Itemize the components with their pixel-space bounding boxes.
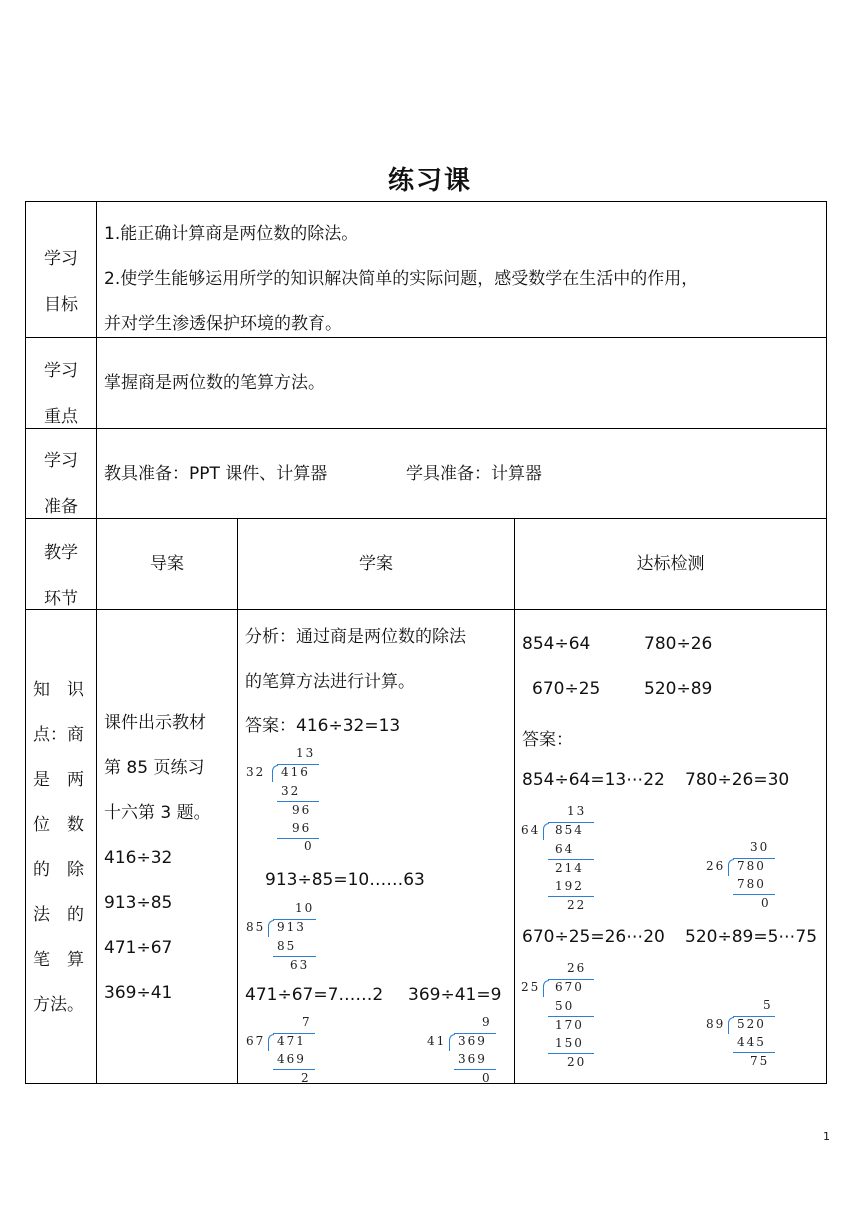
division-rule	[548, 896, 594, 897]
divisor: 25	[521, 980, 541, 994]
focus-content: 掌握商是两位数的笔算方法。	[104, 373, 325, 393]
guide-header: 导案	[150, 554, 184, 574]
dividend: 416	[281, 765, 310, 779]
check-problem-2a: 670÷25	[532, 679, 601, 699]
remainder: 0	[304, 839, 314, 853]
check-answer-3: 670÷25=26⋯20	[522, 927, 665, 947]
remainder: 75	[750, 1054, 770, 1068]
goal-line-2: 2.使学生能够运用所学的知识解决简单的实际问题，感受数学在生活中的作用，	[104, 269, 699, 289]
study-answer-3a: 471÷67=7……2	[245, 985, 384, 1005]
section-label	[33, 668, 93, 1028]
divisor: 67	[246, 1034, 266, 1048]
division-bracket	[543, 823, 549, 840]
step-1: 85	[277, 939, 297, 953]
study-analysis-2: 的笔算方法进行计算。	[245, 672, 415, 692]
prep-label-1: 学习	[44, 451, 78, 471]
step-1: 64	[555, 842, 575, 856]
goals-label	[26, 236, 96, 328]
guide-line: 913÷85	[104, 893, 173, 913]
page-number: 1	[823, 1130, 830, 1143]
focus-label-2: 重点	[44, 407, 78, 427]
dividend: 780	[737, 859, 766, 873]
quotient: 13	[567, 804, 587, 818]
quotient: 5	[763, 998, 773, 1012]
focus-label	[26, 348, 96, 440]
dividend: 670	[555, 980, 584, 994]
dividend: 913	[277, 920, 306, 934]
step-1: 445	[737, 1035, 766, 1049]
quotient: 30	[750, 840, 770, 854]
divisor: 89	[706, 1017, 726, 1031]
division-rule	[273, 1069, 315, 1070]
remainder: 22	[567, 898, 587, 912]
division-rule	[273, 956, 316, 957]
division-bracket	[449, 1034, 455, 1051]
check-answer-2: 780÷26=30	[685, 770, 790, 790]
guide-line: 十六第 3 题。	[104, 803, 211, 823]
quotient: 7	[302, 1015, 312, 1029]
step-3: 192	[555, 879, 584, 893]
study-answer-1: 答案：416÷32=13	[245, 716, 401, 736]
divisor: 26	[706, 859, 726, 873]
division-bracket	[728, 1017, 734, 1034]
remainder: 0	[482, 1071, 492, 1085]
remainder: 63	[290, 958, 310, 972]
step-3: 150	[555, 1036, 584, 1050]
prep-student: 学具准备：计算器	[406, 464, 542, 484]
division-rule	[454, 1069, 496, 1070]
check-header: 达标检测	[636, 554, 705, 574]
step-1: 50	[555, 999, 575, 1013]
goal-line-1: 1.能正确计算商是两位数的除法。	[104, 224, 359, 244]
step-3: 96	[292, 821, 312, 835]
guide-line: 369÷41	[104, 983, 173, 1003]
step-2: 96	[292, 803, 312, 817]
section-line: 笔 算	[33, 950, 84, 970]
study-header: 学案	[359, 554, 393, 574]
prep-label-2: 准备	[44, 497, 78, 517]
dividend: 471	[277, 1034, 306, 1048]
quotient: 13	[296, 746, 316, 760]
check-problem-1a: 854÷64	[522, 634, 591, 654]
remainder: 2	[301, 1071, 311, 1085]
guide-content	[104, 701, 234, 1016]
division-rule	[548, 1016, 594, 1017]
quotient: 9	[482, 1015, 492, 1029]
remainder: 0	[761, 896, 771, 910]
step-2: 170	[555, 1018, 584, 1032]
check-problem-1b: 780÷26	[644, 634, 713, 654]
section-line: 是 两	[33, 770, 84, 790]
section-line: 的 除	[33, 860, 84, 880]
step-1: 369	[458, 1052, 487, 1066]
guide-line: 416÷32	[104, 848, 173, 868]
page-title: 练习课	[387, 166, 472, 196]
section-line: 点：商	[33, 725, 84, 745]
section-line: 方法。	[33, 995, 84, 1015]
study-analysis-1: 分析：通过商是两位数的除法	[245, 627, 466, 647]
prep-label	[26, 438, 96, 530]
dividend: 520	[737, 1017, 766, 1031]
focus-label-1: 学习	[44, 361, 78, 381]
step-1: 780	[737, 877, 766, 891]
division-bracket	[543, 980, 549, 997]
division-bracket	[268, 1034, 274, 1051]
stage-header-2: 环节	[44, 589, 78, 609]
step-2: 214	[555, 861, 584, 875]
guide-line: 课件出示教材	[104, 713, 206, 733]
divisor: 32	[246, 765, 266, 779]
guide-line: 第 85 页练习	[104, 758, 205, 778]
check-answer-1: 854÷64=13⋯22	[522, 770, 665, 790]
division-rule	[733, 1052, 775, 1053]
goal-line-3: 并对学生渗透保护环境的教育。	[104, 314, 342, 334]
goals-label-2: 目标	[44, 295, 78, 315]
step-1: 469	[277, 1052, 306, 1066]
division-rule	[548, 1053, 594, 1054]
divisor: 64	[521, 823, 541, 837]
division-bracket	[268, 920, 274, 937]
section-line: 位 数	[33, 815, 84, 835]
goals-content	[104, 212, 824, 347]
section-line: 知 识	[33, 680, 84, 700]
quotient: 10	[295, 901, 315, 915]
division-rule	[548, 859, 594, 860]
divisor: 41	[427, 1034, 447, 1048]
stage-header-1: 教学	[44, 543, 78, 563]
quotient: 26	[567, 961, 587, 975]
study-answer-2: 913÷85=10……63	[265, 870, 425, 890]
dividend: 369	[458, 1034, 487, 1048]
section-line: 法 的	[33, 905, 84, 925]
division-rule	[733, 894, 775, 895]
division-bracket	[728, 859, 734, 876]
division-bracket	[272, 765, 278, 782]
divisor: 85	[246, 920, 266, 934]
check-answer-4: 520÷89=5⋯75	[685, 927, 818, 947]
goals-label-1: 学习	[44, 249, 78, 269]
step-1: 32	[281, 784, 301, 798]
stage-header	[26, 530, 96, 622]
check-problem-2b: 520÷89	[644, 679, 713, 699]
dividend: 854	[555, 823, 584, 837]
guide-line: 471÷67	[104, 938, 173, 958]
prep-teacher: 教具准备：PPT 课件、计算器	[104, 464, 328, 484]
remainder: 20	[567, 1055, 587, 1069]
check-answer-label: 答案：	[522, 730, 573, 750]
division-rule	[277, 801, 319, 802]
study-answer-3b: 369÷41=9	[408, 985, 502, 1005]
